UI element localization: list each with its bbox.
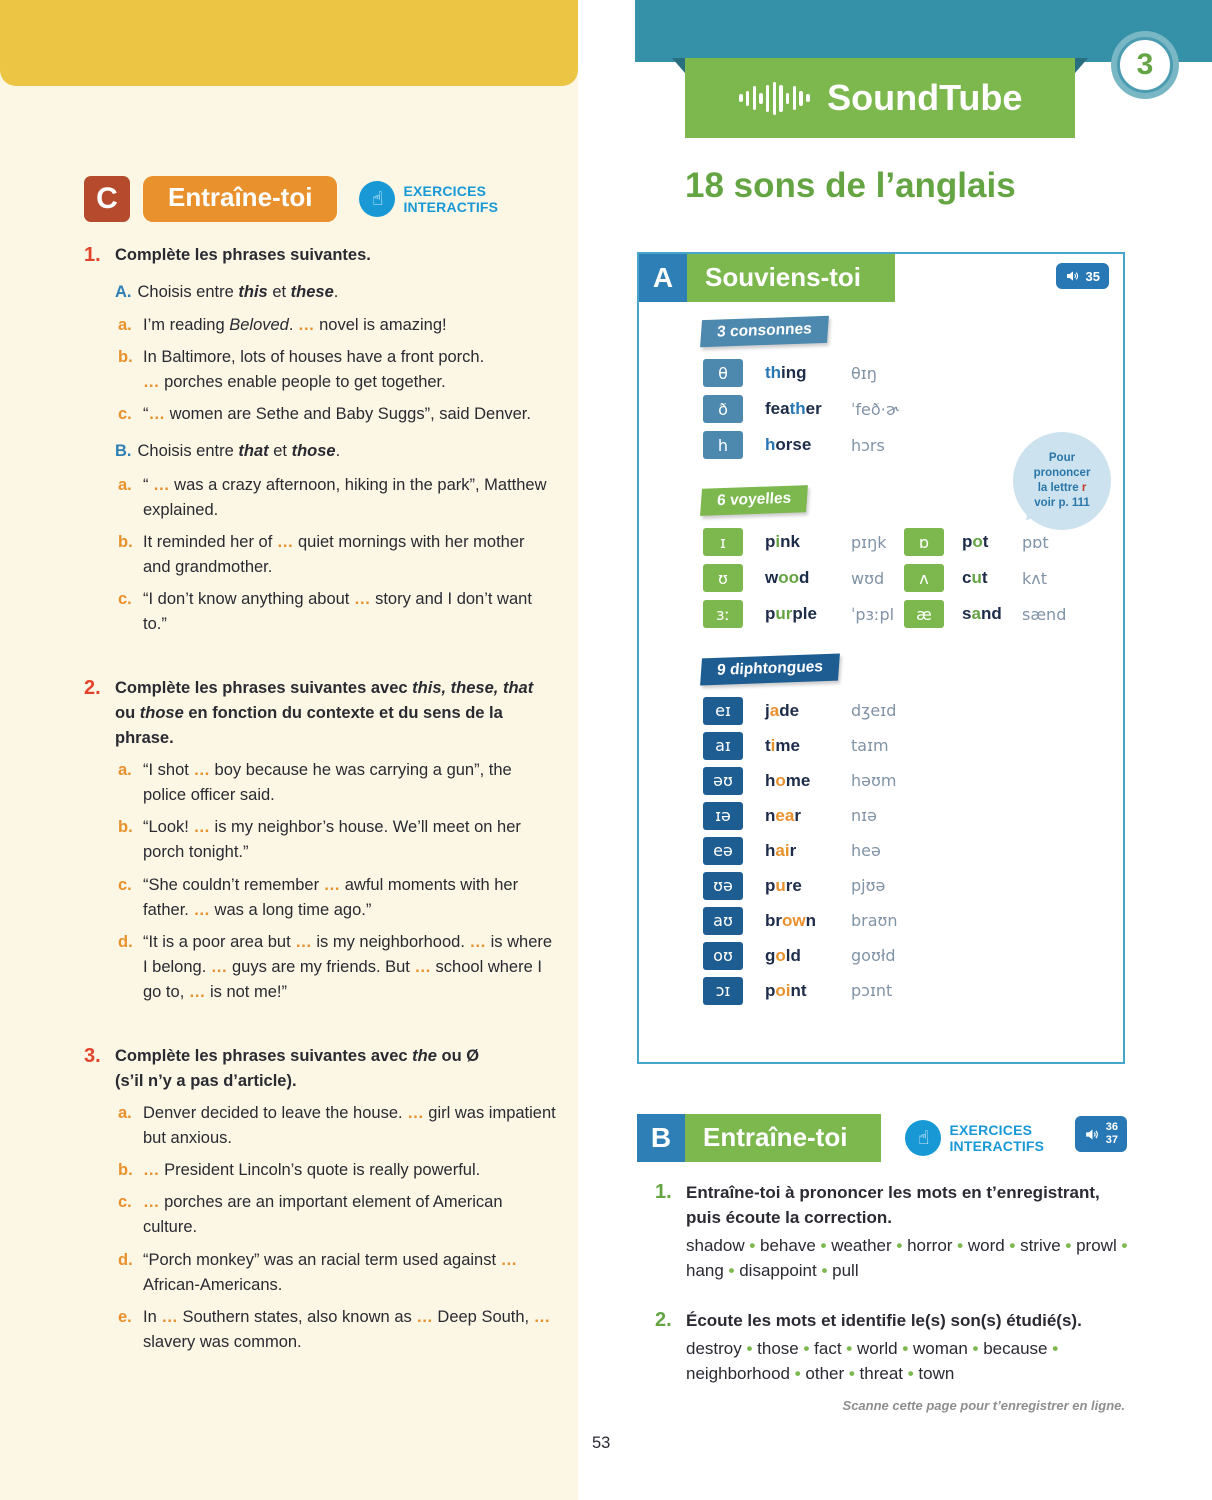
phonetic-transcription: nɪə <box>851 806 877 825</box>
phoneme-symbol: ʌ <box>904 564 944 592</box>
phonetic-transcription: wʊd <box>851 568 885 588</box>
sound-row <box>703 524 904 560</box>
phoneme-symbol: eɪ <box>703 697 743 725</box>
sound-row <box>904 560 1105 596</box>
phoneme-symbol: ɪ <box>703 528 743 556</box>
sound-row <box>703 763 1105 798</box>
phonetic-transcription: goʊłd <box>851 946 896 965</box>
example-word: feather <box>765 399 822 418</box>
list-item: c. … porches are an important element of American culture. <box>118 1193 503 1237</box>
phonetic-transcription: θɪŋ <box>851 363 877 383</box>
box-letter-a: A <box>639 254 687 302</box>
list-item: c. “… women are Sethe and Baby Suggs”, said Denver. <box>118 405 531 424</box>
example-word: gold <box>765 945 801 965</box>
example-word: thing <box>765 363 807 382</box>
soundtube-title: SoundTube <box>827 77 1023 118</box>
diphtongues-rows <box>703 693 1105 1008</box>
souviens-toi-box <box>637 252 1125 1064</box>
sound-row <box>904 524 1105 560</box>
badge-label: EXERCICES INTERACTIFS <box>949 1121 1045 1154</box>
list-item: a. “ … was a crazy afternoon, hiking in the park”, Matthew explained. <box>118 475 547 519</box>
ribbon-diphtongues: 9 diphtongues <box>700 654 840 686</box>
phoneme-symbol: ɔɪ <box>703 977 743 1005</box>
ribbon-consonnes: 3 consonnes <box>700 316 829 348</box>
right-page <box>578 0 1212 1500</box>
speaker-icon <box>1065 268 1081 284</box>
phoneme-symbol: ʊə <box>703 872 743 900</box>
pronunciation-tip-bubble: Pour prononcer la lettre r voir p. 111 <box>1013 432 1111 530</box>
phoneme-symbol: ɜː <box>703 600 743 628</box>
page-title: 18 sons de l’anglais <box>685 166 1016 205</box>
sound-row <box>703 355 1105 391</box>
exercise-1 <box>84 243 556 644</box>
list-item: e. In … Southern states, also known as … Deep South, … slavery was common. <box>118 1307 551 1351</box>
box-a-header <box>639 254 1123 302</box>
phonetic-transcription: dʒeɪd <box>851 701 897 720</box>
phonetic-transcription: taɪm <box>851 736 889 755</box>
part-instruction: Choisis entre this et these. <box>137 283 339 302</box>
exercise-3 <box>84 1044 556 1362</box>
page-number: 53 <box>592 1434 611 1452</box>
box-b-exercises <box>655 1180 1131 1410</box>
phonetic-transcription: pɪŋk <box>851 532 887 552</box>
phonetic-transcription: sænd <box>1022 604 1067 624</box>
sound-row <box>703 938 1105 973</box>
list-item: c. “She couldn’t remember … awful moments with her father. … was a long time ago.” <box>118 875 519 919</box>
soundwave-icon <box>738 82 812 115</box>
list-item: b. In Baltimore, lots of houses have a front porch. … porches enable people to get together. <box>118 348 485 392</box>
exercise-number: 2. <box>655 1308 672 1331</box>
example-word: home <box>765 770 811 790</box>
sound-row <box>703 973 1105 1008</box>
box-a-title: Souviens-toi <box>687 254 895 302</box>
exercise-b1 <box>655 1180 1131 1284</box>
phonetic-transcription: həʊm <box>851 771 897 790</box>
chapter-number-badge: 3 <box>1111 31 1179 99</box>
left-page <box>0 0 578 1500</box>
list-item: b. “Look! … is my neighbor’s house. We’ll meet on her porch tonight.” <box>118 818 521 862</box>
phoneme-symbol: ʊ <box>703 564 743 592</box>
phoneme-symbol: θ <box>703 359 743 387</box>
part-label: A. <box>115 283 132 302</box>
phonetic-transcription: heə <box>851 841 881 860</box>
exercices-interactifs-badge[interactable] <box>905 1120 1044 1156</box>
example-word: brown <box>765 910 816 930</box>
exercise-2 <box>84 676 556 1012</box>
list-item: a. “I shot … boy because he was carrying a gun”, the police officer said. <box>118 761 512 805</box>
example-word: pink <box>765 532 800 551</box>
section-letter-c: C <box>84 176 130 222</box>
phonetic-transcription: ˈpɜːpl <box>851 604 895 624</box>
phonetic-transcription: ˈfeð·ɚ <box>851 399 899 419</box>
phoneme-symbol: eə <box>703 837 743 865</box>
sound-row <box>703 596 904 632</box>
list-item: d. “Porch monkey” was an racial term used against … African-Americans. <box>118 1250 518 1294</box>
sound-row <box>703 560 904 596</box>
part-instruction: Choisis entre that et those. <box>137 442 341 461</box>
phoneme-symbol: æ <box>904 600 944 628</box>
example-word: point <box>765 980 807 1000</box>
sound-row <box>703 903 1105 938</box>
phonetic-transcription: hɔrs <box>851 435 885 455</box>
list-item: b. … President Lincoln’s quote is really powerful. <box>118 1161 481 1180</box>
list-item: c. “I don’t know anything about … story and I don’t want to.” <box>118 589 532 633</box>
example-word: pot <box>962 532 989 551</box>
word-list: destroy • those • fact • world • woman • because • neighborhood • other • threat • town <box>686 1338 1059 1383</box>
exercise-number: 2. <box>84 677 101 700</box>
phonetic-transcription: kʌt <box>1022 568 1048 588</box>
phonetic-transcription: pɒt <box>1022 532 1049 552</box>
sound-row <box>703 693 1105 728</box>
exercise-intro: Entraîne-toi à prononcer les mots en t’enregistrant, puis écoute la correction. <box>686 1183 1100 1228</box>
exercise-intro: Écoute les mots et identifie le(s) son(s) étudié(s). <box>686 1310 1082 1330</box>
exercise-number: 1. <box>84 244 101 266</box>
phoneme-symbol: ɒ <box>904 528 944 556</box>
phoneme-symbol: oʊ <box>703 942 743 970</box>
phonetic-transcription: braʊn <box>851 911 898 930</box>
soundtube-logo <box>685 58 1075 138</box>
list-item: a. I’m reading Beloved. … novel is amazing! <box>118 316 447 335</box>
part-a <box>115 280 556 427</box>
entraine-toi-header <box>637 1114 1127 1162</box>
example-word: near <box>765 805 801 825</box>
hand-click-icon: ☝ <box>359 181 395 217</box>
part-b <box>115 439 556 637</box>
example-word: hair <box>765 840 797 860</box>
audio-button-36-37[interactable]: 36 37 <box>1075 1116 1127 1152</box>
example-word: cut <box>962 568 988 587</box>
example-word: pure <box>765 875 802 895</box>
section-title: Entraîne-toi <box>143 176 337 222</box>
sound-row <box>904 596 1105 632</box>
list-item: a. Denver decided to leave the house. … girl was impatient but anxious. <box>118 1104 556 1148</box>
exercise-b2 <box>655 1308 1131 1386</box>
exercise-number: 1. <box>655 1181 672 1203</box>
example-word: purple <box>765 604 817 623</box>
example-word: time <box>765 735 800 755</box>
badge-label: EXERCICES INTERACTIFS <box>403 182 499 215</box>
exercise-list <box>84 243 556 1394</box>
ribbon-voyelles: 6 voyelles <box>700 485 808 516</box>
exercise-number: 3. <box>84 1044 101 1067</box>
part-label: B. <box>115 442 132 461</box>
phoneme-symbol: aʊ <box>703 907 743 935</box>
yellow-header-band <box>0 0 578 86</box>
exercise-intro: Complète les phrases suivantes avec this, these, that ou those en fonction du contexte et du sens de la phrase. <box>115 679 534 748</box>
phonetic-transcription: pɔɪnt <box>851 981 893 1000</box>
phonetic-transcription: pjʊə <box>851 876 886 895</box>
section-c-header <box>84 176 498 222</box>
example-word: wood <box>765 568 810 587</box>
phoneme-symbol: h <box>703 431 743 459</box>
example-word: sand <box>962 604 1002 623</box>
phoneme-symbol: ð <box>703 395 743 423</box>
scan-note: Scanne cette page pour t’enregistrer en ligne. <box>842 1398 1125 1413</box>
exercices-interactifs-badge[interactable] <box>359 181 498 217</box>
speaker-icon <box>1084 1126 1101 1143</box>
list-item: b. It reminded her of … quiet mornings with her mother and grandmother. <box>118 532 525 576</box>
phoneme-symbol: ɪə <box>703 802 743 830</box>
exercise-intro: Complète les phrases suivantes. <box>115 246 371 264</box>
list-item: d. “It is a poor area but … is my neighborhood. … is where I belong. … guys are my friends. But … school where I go to, … is not me!” <box>118 932 553 1001</box>
phoneme-symbol: aɪ <box>703 732 743 760</box>
hand-click-icon: ☝ <box>905 1120 941 1156</box>
sound-row <box>703 868 1105 903</box>
sound-row <box>703 728 1105 763</box>
exercise-intro: Complète les phrases suivantes avec the ou Ø (s’il n’y a pas d’article). <box>115 1046 480 1091</box>
box-b-title: Entraîne-toi <box>685 1114 881 1162</box>
voyelles-rows <box>703 524 1105 632</box>
sound-row <box>703 798 1105 833</box>
word-list: shadow • behave • weather • horror • word • strive • prowl • hang • disappoint • pull <box>686 1236 1128 1281</box>
example-word: horse <box>765 435 812 454</box>
example-word: jade <box>765 700 800 720</box>
sound-row <box>703 391 1105 427</box>
sound-row <box>703 833 1105 868</box>
audio-button-35[interactable]: 35 <box>1056 263 1109 289</box>
phoneme-symbol: əʊ <box>703 767 743 795</box>
box-letter-b: B <box>637 1114 685 1162</box>
